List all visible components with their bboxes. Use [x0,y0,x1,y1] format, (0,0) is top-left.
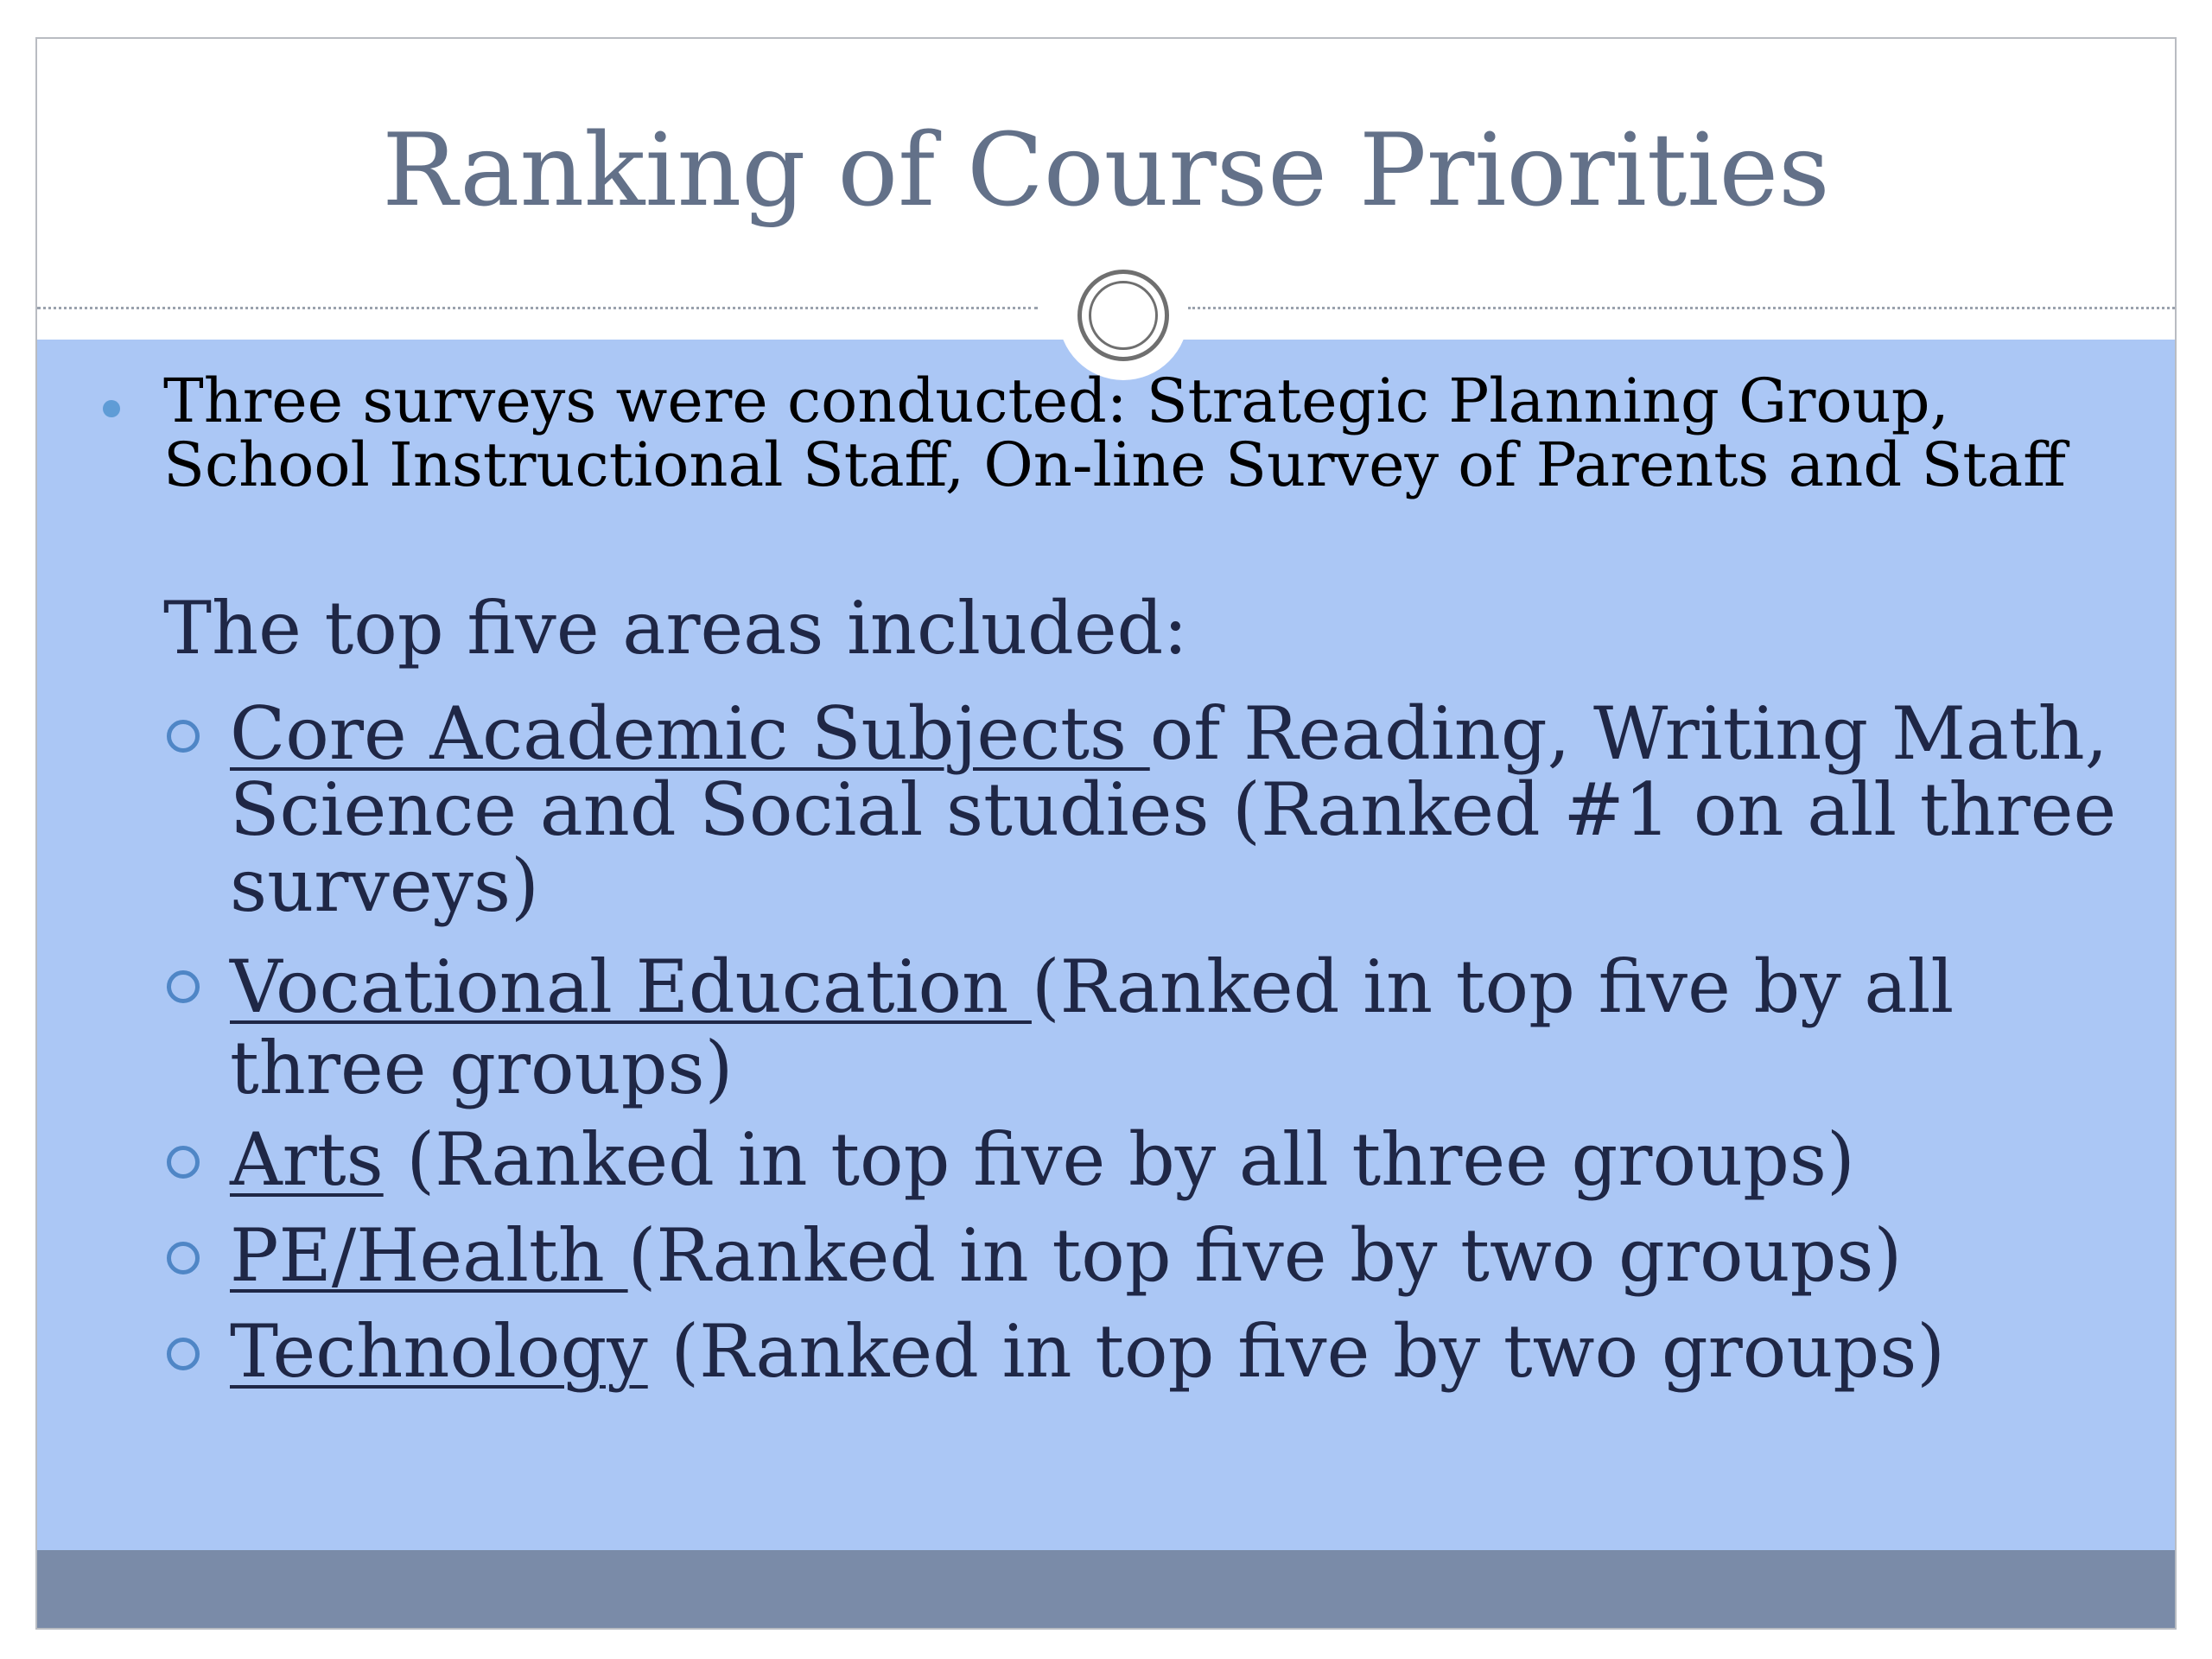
dot-bullet-icon [103,400,120,417]
subheading: The top five areas included: [163,586,1188,671]
intro-text: Three surveys were conducted: Strategic Planning Group, School Instructional Staff, On-line Survey of Parents and Staff [163,365,2066,500]
item-link[interactable]: Vocational Education [230,944,1032,1029]
item-description: (Ranked in top five by all three groups) [383,1117,1855,1202]
item-link[interactable]: Arts [230,1117,384,1202]
circle-bullet-icon [167,720,200,753]
item-description: of Reading, Writing Math, Science and Social studies (Ranked #1 on all three surveys) [230,691,2117,928]
divider-line-left [37,307,1038,309]
circle-bullet-icon [167,1146,200,1179]
ring-outer [1077,270,1169,361]
circle-bullet-icon [167,970,200,1003]
slide [35,37,2177,1630]
list-item-text [230,1213,2139,1298]
slide-title: Ranking of Course Priorities [382,112,1830,229]
item-description: (Ranked in top five by two groups) [627,1213,1903,1298]
circle-bullet-icon [167,1242,200,1274]
item-link[interactable]: Core Academic Subjects [230,691,1150,776]
ring-inner [1089,281,1158,350]
list-item-text [230,946,2139,1109]
list-item-text [230,1117,2139,1202]
footer-band [37,1550,2175,1628]
divider-line-right [1188,307,2175,309]
list-item-text [230,1309,2139,1394]
list-item-text [230,691,2139,928]
circle-bullet-icon [167,1338,200,1370]
item-description: (Ranked in top five by two groups) [647,1309,1946,1394]
item-link[interactable]: PE/Health [230,1213,628,1298]
item-description: (Ranked in top five by all three groups) [230,944,1955,1110]
circle-ornament-icon [1058,251,1188,380]
item-link[interactable]: Technology [230,1309,648,1394]
